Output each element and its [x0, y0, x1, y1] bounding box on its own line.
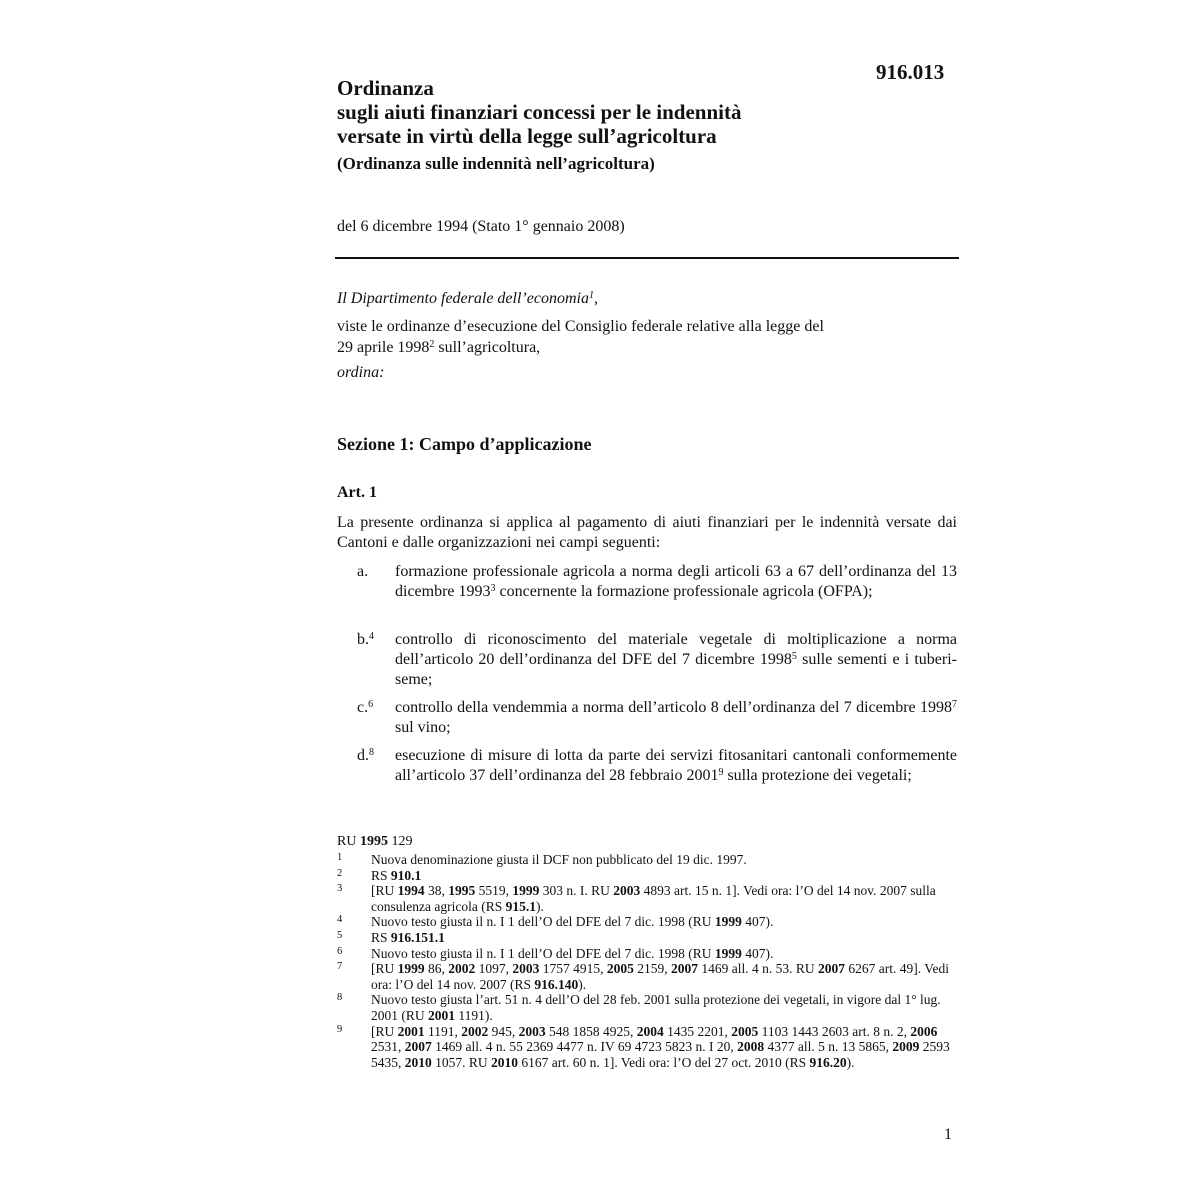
- item-label: c.$^6$: [357, 699, 374, 716]
- footnote-ref[interactable]: 4: [369, 631, 374, 642]
- article-intro: La presente ordinanza si applica al pagamento di aiuti finanziari per le indennità versate dai Cantoni e dalle organizzazioni nei campi seguenti:: [337, 514, 957, 551]
- header-divider: [335, 257, 959, 259]
- list-item: [357, 698, 957, 738]
- footnote: 4 Nuovo testo giusta il n. I 1 dell’O del DFE del 7 dic. 1998 (RU 1999 407).: [337, 914, 774, 930]
- item-label: b.$^4$: [357, 631, 374, 648]
- list-item: [357, 562, 957, 602]
- item-text: formazione professionale agricola a norma degli articoli 63 a 67 dell’ordinanza del 13 dicembre 1993$^3$ concernente la formazione professionale agricola (OFPA);: [395, 563, 957, 600]
- preamble-ordina: ordina:: [337, 364, 385, 381]
- item-text: esecuzione di misure di lotta da parte dei servizi fitosanitari cantonali conformemente all’articolo 37 dell’ordinanza del 28 febbraio 2001$^9$ sulla protezione dei vegetali;: [395, 747, 957, 784]
- item-text: controllo di riconoscimento del materiale vegetale di moltiplicazione a norma dell’articolo 20 dell’ordinanza del DFE del 7 dicembre 1998$^5$ sulle sementi e i tuberi-seme;: [395, 631, 957, 688]
- footnote-ref[interactable]: 1: [588, 290, 594, 301]
- footnote: 6 Nuovo testo giusta il n. I 1 dell’O del DFE del 7 dic. 1998 (RU 1999 407).: [337, 945, 774, 961]
- item-label: a.: [357, 563, 369, 580]
- footnote-ref[interactable]: 3: [490, 583, 496, 594]
- preamble-authority: Il Dipartimento federale dell’economia$^1$,: [337, 290, 598, 307]
- footnote-ref[interactable]: 2: [429, 339, 435, 350]
- item-text: controllo della vendemmia a norma dell’articolo 8 dell’ordinanza del 7 dicembre 1998$^7$ sul vino;: [395, 699, 957, 736]
- title-line: sugli aiuti finanziari concessi per le indennità: [337, 100, 742, 124]
- footnotes: [337, 852, 957, 1070]
- footnote: 1 Nuova denominazione giusta il DCF non pubblicato del 19 dic. 1997.: [337, 852, 747, 867]
- footnote-ref[interactable]: 6: [368, 699, 374, 710]
- footnote-ref[interactable]: 5: [791, 651, 797, 662]
- ordinance-title: [337, 76, 897, 148]
- footnote: 3 [RU 1994 38, 1995 5519, 1999 303 n. I. RU 2003 4893 art. 15 n. 1]. Vedi ora: l’O del 14 nov. 2007 sulla consulenza agricola (RS 915.1).: [337, 883, 936, 914]
- ordinance-short-title: (Ordinanza sulle indennità nell’agricoltura): [337, 154, 655, 173]
- footnote-ref[interactable]: 8: [369, 747, 374, 758]
- date-line: del 6 dicembre 1994 (Stato 1° gennaio 2008): [337, 218, 625, 235]
- list-item: [357, 746, 957, 786]
- title-line: Ordinanza: [337, 76, 434, 100]
- sr-number: 916.013: [876, 60, 945, 84]
- section-heading: Sezione 1: Campo d’applicazione: [337, 434, 592, 454]
- footnote-ref[interactable]: 9: [718, 767, 724, 778]
- title-line: versate in virtù della legge sull’agricoltura: [337, 124, 717, 148]
- footnote-ref[interactable]: 7: [952, 699, 957, 710]
- item-label: d.$^8$: [357, 747, 374, 764]
- footnote: 5 RS 916.151.1: [337, 929, 445, 945]
- page-number: 1: [944, 1126, 952, 1143]
- footnote: 8 Nuovo testo giusta l’art. 51 n. 4 dell’O del 28 feb. 2001 sulla protezione dei vegetali, in vigore dal 1° lug. 2001 (RU 2001 1191).: [337, 992, 941, 1023]
- preamble-considerations: viste le ordinanze d’esecuzione del Consiglio federale relative alla legge del 29 aprile 1998$^2$ sull’agricoltura,: [337, 318, 824, 356]
- article-heading: Art. 1: [337, 484, 377, 501]
- footnote: 2 RS 910.1: [337, 867, 422, 883]
- list-item: [357, 630, 957, 690]
- ru-reference: RU 1995 129: [337, 834, 413, 849]
- footnote: 9 [RU 2001 1191, 2002 945, 2003 548 1858 4925, 2004 1435 2201, 2005 1103 1443 2603 art. 8 n. 2, 2006 2531, 2007 1469 all. 4 n. 55 2369 4477 n. IV 69 4723 5823 n. I 20, 2008 4377 all. 5 n. 13 5865, 2009 2593 5435, 2010 1057. RU 2010 6167 art. 60 n. 1]. Vedi ora: l’O del 27 oct. 2010 (RS 916.20).: [337, 1023, 950, 1070]
- footnote: 7 [RU 1999 86, 2002 1097, 2003 1757 4915, 2005 2159, 2007 1469 all. 4 n. 53. RU 2007 6267 art. 49]. Vedi ora: l’O del 14 nov. 2007 (RS 916.140).: [337, 961, 949, 992]
